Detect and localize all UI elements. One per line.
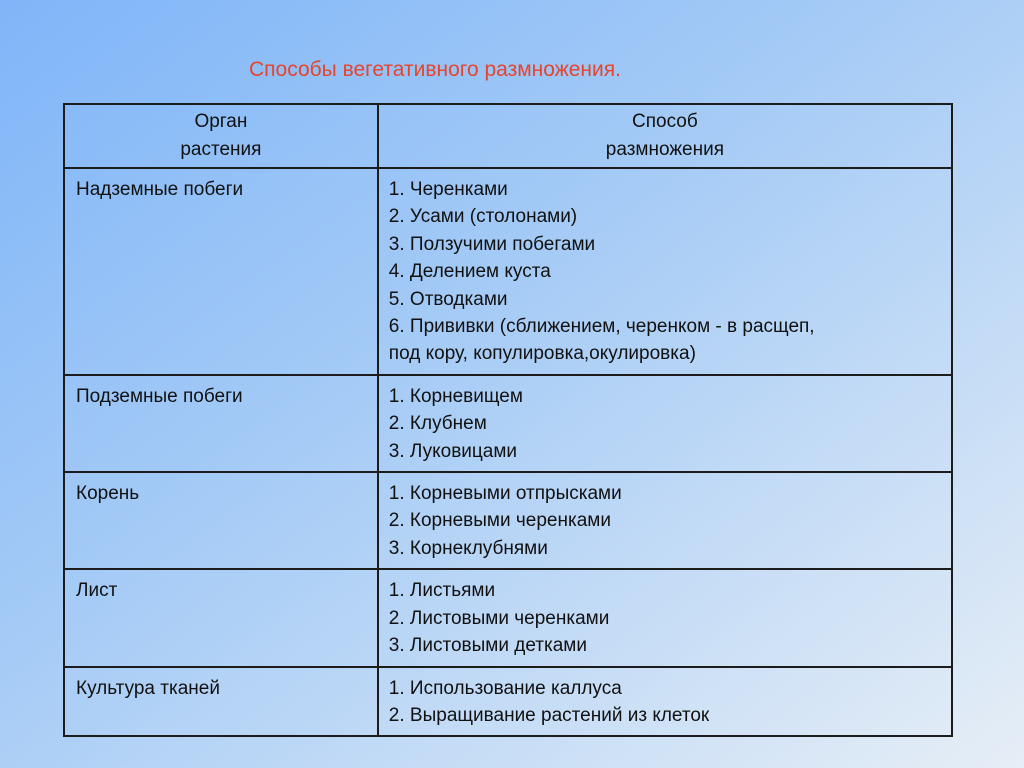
method-item: 2. Выращивание растений из клеток — [388, 704, 710, 726]
method-item: 3. Ползучими побегами — [388, 233, 596, 255]
method-item: 1. Использование каллуса — [388, 677, 622, 699]
method-item: 3. Корнеклубнями — [388, 537, 548, 559]
method-item: 1. Корневищем — [388, 385, 523, 407]
propagation-table — [63, 103, 953, 737]
organ-cell: Подземные побеги — [64, 375, 378, 472]
table-row — [64, 667, 952, 737]
method-item: 1. Черенками — [388, 179, 508, 200]
header-method — [378, 104, 952, 168]
header-organ — [64, 104, 378, 168]
header-organ-line: Орган — [194, 111, 248, 132]
method-cell — [378, 569, 952, 666]
organ-cell: Культура тканей — [64, 667, 378, 737]
table-row — [64, 375, 952, 472]
table-row — [64, 168, 952, 375]
header-method-line: Способ — [632, 111, 698, 132]
method-item: 2. Клубнем — [388, 413, 487, 435]
organ-cell: Лист — [64, 569, 378, 666]
method-item: под кору, копулировка,окулировка) — [388, 343, 696, 365]
table-row — [64, 569, 952, 666]
method-cell — [378, 168, 952, 375]
header-organ-line: растения — [180, 139, 262, 160]
method-item: 5. Отводками — [388, 288, 508, 310]
method-item: 2. Усами (столонами) — [388, 206, 578, 228]
organ-cell: Корень — [64, 472, 378, 569]
method-item: 2. Корневыми черенками — [388, 510, 611, 532]
table-header-row — [64, 104, 952, 168]
table-row — [64, 472, 952, 569]
method-item: 4. Делением куста — [388, 261, 551, 283]
header-method-line: размножения — [605, 139, 724, 160]
method-item: 3. Листовыми детками — [388, 635, 587, 657]
method-item: 1. Корневыми отпрысками — [388, 483, 622, 505]
organ-cell: Надземные побеги — [64, 168, 378, 375]
method-item: 3. Луковицами — [388, 440, 518, 462]
slide-title: Способы вегетативного размножения. — [249, 58, 621, 81]
method-item: 2. Листовыми черенками — [388, 607, 610, 629]
method-item: 6. Прививки (сближением, черенком - в расщеп, — [388, 316, 815, 338]
method-item: 1. Листьями — [388, 580, 496, 602]
method-cell — [378, 472, 952, 569]
method-cell — [378, 667, 952, 737]
method-cell — [378, 375, 952, 472]
